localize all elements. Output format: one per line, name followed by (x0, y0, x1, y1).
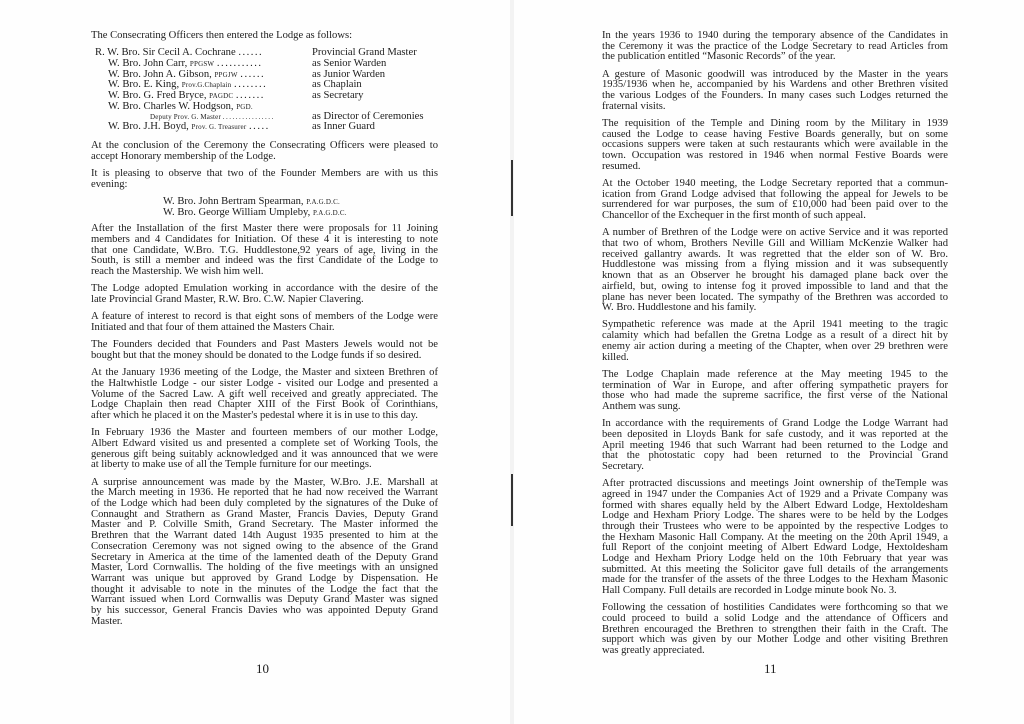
text-line: Lodge Chaplain then read Chapter XIII of the First Book of Corinthians, (91, 399, 438, 411)
page-number: 11 (764, 661, 777, 676)
text-line: Hall Company. Full details are recorded in Lodge minute book No. 3. (602, 585, 897, 597)
binding-mark (511, 474, 513, 526)
officer-role: as Inner Guard (312, 121, 375, 133)
text-line: the Hexham Masonic Hall Company. At the meeting on the 20th April 1949, a (602, 531, 948, 543)
text-line: received gallantry awards. It was regretted that the elder son of W. Bro. (602, 248, 948, 260)
text-line: A number of Brethren of the Lodge were on active Service and it was reported (602, 227, 948, 239)
text-line: plane has never been located. The sympathy of the Brethren was accorded to (602, 291, 948, 303)
text-line: Albert Edward visited us and presented a complete set of Working Tools, the (91, 438, 438, 450)
text-line: Brethren that the Warrant dated 14th August 1935 presented to him at the (91, 530, 438, 542)
text-line: Sympathetic reference was made at the April 1941 meeting to the tragic (602, 319, 948, 331)
text-line: evening: (91, 178, 128, 190)
leader-dots: ...... (240, 68, 266, 80)
paragraph (602, 320, 948, 363)
leader-dots: ........... (216, 57, 263, 69)
text-line: Warrant was unique but approved by Grand Lodge by Dispensation. He (91, 572, 438, 584)
officer-role: as Chaplain (312, 79, 362, 91)
text-line: 1935/1936 when he, accompanied by his Wardens and other Brethren visited (602, 79, 948, 91)
text-line: Connaught and Strathern as Grand Master, Francis Davies, Deputy Grand (91, 508, 438, 520)
officer-role: as Director of Ceremonies (312, 111, 424, 123)
text-line: airfield, but, owing to intense fog it proved impossible to land and that the (602, 280, 948, 292)
text-line: The Lodge adopted Emulation working in accordance with the desire of the (91, 283, 438, 295)
paragraph (91, 224, 438, 277)
officer-name-text: W. Bro. John A. Gibson, (108, 68, 212, 80)
text-line: been deposited in Lloyds Bank for safe custody, and it was reported at the (602, 428, 948, 440)
officer-title: PPGJW (214, 70, 238, 79)
text-line: Huddlestone was missing from a flying mission and it was subsequently (602, 259, 948, 271)
officer-name-text: W. Bro. E. King, (108, 79, 180, 91)
text-line: April meeting 1946 that such Warrant had been returned to the Lodge and (602, 439, 948, 451)
text-line: that the photostatic copy had been returned to the Provincial Grand (602, 450, 948, 462)
officer-role: as Senior Warden (312, 57, 387, 69)
binding-mark (511, 160, 513, 216)
text-line: the publication entitled “Masonic Records” of the year. (602, 51, 836, 63)
text-line: At the January 1936 meeting of the Lodge, the Master and sixteen Brethren of (91, 367, 438, 379)
text-line: The requisition of the Temple and Dining room by the Military in 1939 (602, 118, 948, 129)
paragraph (91, 169, 438, 190)
left-page (0, 0, 510, 724)
right-page-text (602, 31, 948, 663)
text-line: calamity which had befallen the Gretna Lodge as a result of a direct hit by (602, 330, 948, 342)
left-page-text (91, 31, 438, 634)
officer-title: PGD. (236, 102, 253, 111)
paragraph (602, 370, 948, 413)
text-line: was greatly appreciated. (602, 645, 705, 657)
text-line: agreed in 1947 under the Companies Act of 1929 and a Private Company was (602, 488, 948, 500)
officer-title: Prov.G.Chaplain (181, 81, 232, 90)
text-line: resumed. (602, 160, 641, 172)
text-line: Master, Lord Cornwallis. The holding of the five meetings with an unsigned (91, 562, 438, 574)
officers-list (95, 48, 438, 133)
text-line: thought it advisable to note in the minutes of the Lodge the fact that the (91, 583, 438, 595)
paragraph (602, 119, 948, 172)
text-line: ication from Grand Lodge advised that following the appeal for Jewels to be (602, 188, 948, 200)
text-line: Lodge and Hexham Priory Lodge. The shares were to be held by the Lodges (602, 510, 948, 522)
text-line: that two of whom, Brothers Neville Gill and William McKenzie Walker had (602, 238, 948, 250)
text-line: made for the transfer of the assets of the three Lodges to the Hexham Masonic (602, 574, 948, 586)
text-line: The Lodge Chaplain made reference at the May meeting 1945 to the (602, 368, 948, 380)
text-line: termination of War in Europe, and after offering sympathetic prayers for (602, 379, 948, 391)
founder-members-list (163, 197, 438, 218)
text-line: surrendered for war purposes, the sum of £10,000 had been paid over to the (602, 199, 948, 211)
officer-role: Provincial Grand Master (312, 47, 417, 59)
text-line: Anthem was sung. (602, 400, 681, 412)
founder-name: W. Bro. George William Umpleby, (163, 206, 311, 218)
paragraph (91, 340, 438, 361)
officer-name-text: W. Bro. J.H. Boyd, (108, 121, 189, 133)
text-line: at liberty to make use of all the Temple furniture for our meetings. (91, 459, 372, 471)
text-line: Secretary. (602, 460, 644, 472)
founder-title: P.A.G.D.C. (312, 208, 347, 217)
text-line: After the Installation of the first Master there were proposals for 11 Joining (91, 223, 438, 235)
text-line: In accordance with the requirements of Grand Lodge the Lodge Warrant had (602, 418, 948, 430)
text-line: A surprise announcement was made by the Master, W.Bro. J.E. Marshall at (91, 476, 438, 488)
leader-dots: ...... (238, 47, 264, 59)
text-line: by his successor, General Francis Davies who was appointed Deputy Grand (91, 604, 438, 616)
text-line: formed with shares equally held by the Albert Edward Lodge, Hextoldesham (602, 499, 948, 511)
text-line: killed. (602, 351, 629, 363)
officer-name (108, 102, 253, 113)
officer-title: Deputy Prov. G. Master (150, 113, 222, 122)
right-page (514, 0, 1024, 724)
leader-dots: ........ (234, 79, 268, 91)
officer-role: as Junior Warden (312, 68, 386, 80)
text-line: full Report of the conjoint meeting of Albert Edward Lodge, Hextoldesham (602, 542, 948, 554)
paragraph (91, 284, 438, 305)
paragraph (602, 70, 948, 113)
text-line: Secretary in America at the time of the lamented death of the Deputy Grand (91, 551, 438, 563)
officer-name-text: W. Bro. G. Fred Bryce, (108, 90, 207, 102)
text-line: generous gift being suitably acknowledged and it was announced that we were (91, 448, 438, 460)
text-line: bought but that the money should be donated to the Lodge funds if so desired. (91, 350, 422, 362)
text-line: A gesture of Masonic goodwill was introduced by the Master in the years (602, 68, 948, 80)
paragraph (602, 228, 948, 314)
text-line: occasions suppers were taken at such restaurants which were available in the (602, 139, 948, 151)
text-line: those who had made the supreme sacrifice, the first verse of the National (602, 390, 948, 402)
paragraph (602, 419, 948, 472)
text-line: South, is still a member and indeed was the first Candidate of the Lodge to (91, 255, 438, 267)
text-line: W. Bro. Huddlestone and his family. (602, 302, 757, 314)
text-line: known that as an Observer he brought his damaged plane back over the (602, 270, 948, 282)
leader-dots: ..... (249, 121, 270, 133)
text-line: of the Lodge which had been duly completed by the signatures of the Duke of (91, 498, 438, 510)
text-line: members and 4 Candidates for Initiation. Of these 4 it is interesting to note (91, 234, 438, 246)
text-line: Following the cessation of hostilities Candidates were forthcoming so that we (602, 602, 948, 614)
text-line: Initiated and that four of them attained the Masters Chair. (91, 322, 335, 334)
paragraph (602, 479, 948, 597)
founder-name: W. Bro. John Bertram Spearman, (163, 196, 304, 208)
paragraph (91, 478, 438, 628)
text-line: In the years 1936 to 1940 during the temporary absence of the Candidates in (602, 30, 948, 41)
text-line: It is pleasing to observe that two of the Founder Members are with us this (91, 168, 438, 180)
founder-row (163, 208, 438, 219)
text-line: A feature of interest to record is that eight sons of members of the Lodge were (91, 311, 438, 323)
leader-dots: ................ (222, 113, 275, 122)
founder-title: P.A.G.D.C. (306, 198, 340, 207)
paragraph (91, 428, 438, 471)
text-line: The Founders decided that Founders and Past Masters Jewels would not be (91, 339, 438, 351)
officer-title: PPGSW (189, 59, 215, 68)
text-line: Master. (91, 615, 123, 627)
officer-title: PAGDC (209, 92, 234, 101)
officer-title: Prov. G. Treasurer (191, 123, 247, 132)
paragraph (91, 312, 438, 333)
officer-name-text: W. Bro. John Carr, (108, 57, 188, 69)
text-line: Master and P. Colville Smith, Grand Secretary. The Master informed the (91, 519, 438, 531)
text-line: Warrant issued when Lord Cornwallis was Deputy Grand Master was signed (91, 594, 438, 606)
text-line: submitted. At this meeting the Solicitor gave full details of the arrangements (602, 563, 948, 575)
officer-role: as Secretary (312, 90, 364, 102)
text-line: that one Candidate, W.Bro. T.G. Huddlestone,92 years of age, living in the (91, 244, 438, 256)
page-number: 10 (256, 661, 269, 676)
officer-name-text: R. W. Bro. Sir Cecil A. Cochrane (95, 47, 236, 59)
text-line: Chancellor of the Exchequer in the first month of such appeal. (602, 210, 866, 222)
leader-dots: ....... (235, 90, 265, 102)
text-line: through their Trustees who were to be appointed by the respective Lodges to (602, 520, 948, 532)
text-line: Volume of the Sacred Law. A gift well received and greatly appreciated. The (91, 388, 438, 400)
text-line: late Provincial Grand Master, R.W. Bro. C.W. Napier Clavering. (91, 294, 364, 306)
text-line: the March meeting in 1936. He reported that he had now received the Warrant (91, 487, 438, 499)
paragraph (602, 179, 948, 222)
text-line: the Haltwhistle Lodge - our sister Lodge - visited our Lodge and presented a (91, 378, 438, 390)
officer-name (108, 122, 270, 133)
paragraph (91, 141, 438, 162)
text-line: after which he placed it on the Master's pedestal where it is in use to this day. (91, 410, 418, 422)
text-line: could proceed to build a solid Lodge and the attendance of Officers and (602, 613, 948, 625)
text-line: fraternal visits. (602, 100, 666, 112)
text-line: Brethren encouraged the Brethren to strengthen their faith in the Craft. The (602, 623, 948, 635)
officer-row (95, 122, 438, 133)
text-line: caused the Lodge to cease having Festive Boards generally, but on some (602, 128, 948, 140)
text-line: accept Honorary membership of the Lodge. (91, 150, 276, 162)
officer-name-text: W. Bro. Charles W. Hodgson, (108, 100, 234, 112)
text-line: town. Occupation was restored in 1946 when normal Festive Boards were (602, 150, 948, 162)
text-line: reach the Mastership. We wish him well. (91, 266, 264, 278)
text-line: support which was given by our Mother Lodge and other visiting Brethren (602, 634, 948, 646)
paragraph (602, 603, 948, 656)
text-line: In February 1936 the Master and fourteen members of our mother Lodge, (91, 427, 438, 439)
text-line: At the conclusion of the Ceremony the Consecrating Officers were pleased to (91, 140, 438, 152)
text-line: enemy air action during a meeting of the Chapter, when over 29 brethren were (602, 340, 948, 352)
text-line: Lodge and Hexham Priory Lodge held on the 10th February that year was (602, 553, 948, 564)
officers-intro: The Consecrating Officers then entered the Lodge as follows: (91, 30, 353, 41)
text-line: the Ceremony it was the practice of the Lodge Secretary to read Articles from (602, 40, 948, 52)
paragraph (602, 31, 948, 63)
paragraph (91, 368, 438, 421)
text-line: After protracted discussions and meetings Joint ownership of theTemple was (602, 478, 948, 490)
text-line: the various Lodges of the Founders. In many cases such Lodges returned the (602, 90, 948, 102)
text-line: At the October 1940 meeting, the Lodge Secretary reported that a commun- (602, 178, 948, 190)
text-line: Consecration Ceremony was not signed owing to the absence of the Grand (91, 540, 438, 552)
